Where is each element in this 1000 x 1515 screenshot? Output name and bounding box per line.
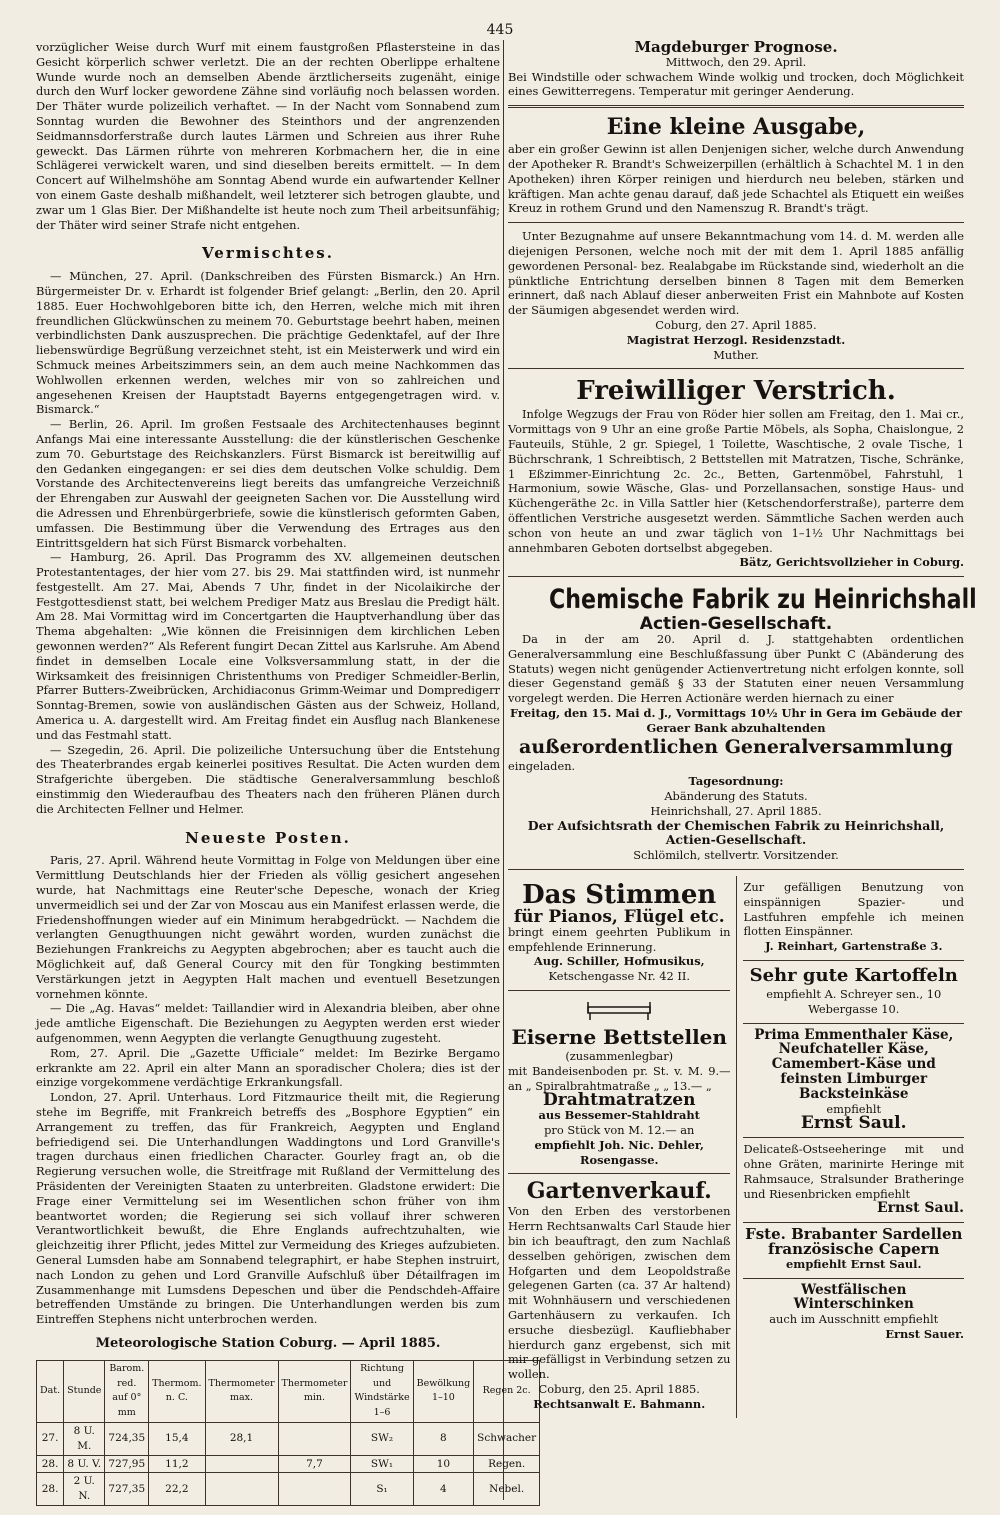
article-paragraph: — München, 27. April. (Dankschreiben des Fürsten Bismarck.) An Hrn. Bürgermeister Dr. v. Erhardt ist folgender Brief gelangt: „Berlin, den 20. April 1885. Euer Hochwohlgeboren bitte ich, den Herren, welche mich mit ihren freundlichen Glückwünschen zu meinem 70. Geburtstage beehrt haben, meinen verbindlichsten Dank auszusprechen. Die prächtige Gedenktafel, auf der Ihre liebenswürdige Begrüßung verzeichnet steht, ist ein Meisterwerk und wird ein Schmuck meines Arbeitszimmers sein, an dem auch meine Nachkommen das Wohlwollen erkennen werden, welches mir von so zahlreichen und angesehenen Kreisen der Hauptstadt Bayerns entgegengetragen wird. v. Bismarck.“ (36, 269, 500, 417)
ad-aufsichtsrat: Der Aufsichtsrath der Chemischen Fabrik zu Heinrichshall, Actien-Gesellschaft. (527, 817, 945, 848)
ad-kaese-line: Prima Emmenthaler Käse, (754, 1026, 954, 1043)
ad-kaese-line: Camembert-Käse und (771, 1056, 936, 1073)
table-row: 27. 8 U. M. 724,35 15,4 28,1 SW₂ 8 Schwacher (37, 1422, 540, 1455)
ad-sub-stimmen: für Pianos, Flügel etc. (513, 907, 725, 928)
table-row: 28. 2 U. N. 727,35 22,2 S₁ 4 Nebel. (37, 1473, 540, 1506)
ad-kaese (743, 1024, 964, 1139)
right-column (508, 38, 977, 1418)
ad-kartoffeln (743, 961, 964, 1024)
news-paragraph: London, 27. April. Unterhaus. Lord Fitzmaurice theilt mit, die Regierung stehe im Begriffe, mit Frankreich betreffs des „Bosphore Egyptien“ ein Arrangement zu treffen, das für Frankreich, Aegypten und England befriedigend sei. Die Unterhandlungen Waddingtons und Lord Granville's tragen durchaus einen friedlichen Character. Gourley fragt an, ob die Regierung versuchen wolle, die Streitfrage mit Rußland der Vermittelung des Präsidenten der Vereinigten Staaten zu unterbreiten. Gladstone erwidert: Die Frage einer Vermittelung sei im Wesentlichen schon früher von ihm beantwortet worden; die Regierung sei sich vollauf ihrer schweren Verantwortlichkeit bewußt, die Ehre Englands aufrechtzuhalten, wie gleichzeitig ihrer Pflicht, jedes Mittel zur Vermeidung des Krieges aufzubieten. General Lumsden habe am Sonnabend telegraphirt, er habe Stephen instruirt, nach London zu gehen und Lord Granville Aufschluß über Détailfragen im Zusammenhange mit Lumsdens Depeschen und über die Pendschdeh-Affaire betreffenden Umstände zu bringen. Die Unterhandlungen werden bis zum Eintreffen Stephens nicht unterbrochen werden. (36, 1090, 500, 1327)
table-row: 28. 8 U. V. 727,95 11,2 7,7 SW₁ 10 Regen. (37, 1455, 540, 1473)
ad-text-garten: Von den Erben des verstorbenen Herrn Rechtsanwalts Carl Staude hier bin ich beauftragt, den zum Nachlaß desselben gehörigen, zwischen dem Hofgarten und dem Leopoldstraße gelegenen Garten (ca. 37 Ar haltend) mit Wohnhäusern und verschiedenen Gartenhäusern zu verkaufen. Ich ersuche diesbezügl. Kaufliebhaber hierdurch ganz ergebenst, sich mit mir gefälligst in Verbindung setzen zu wollen. (508, 1204, 731, 1382)
ad-reinhart (743, 876, 964, 961)
ads-right (736, 876, 964, 1418)
table-header: Barom. red. auf 0° mm (105, 1360, 149, 1422)
divider (508, 869, 964, 870)
ad-name-stimmen: Aug. Schiller, Hofmusikus, (533, 954, 705, 969)
table-header: Thermometer max. (205, 1360, 278, 1422)
prognose-text: Bei Windstille oder schwachem Winde wolkig und trocken, doch Möglichkeit eines Gewitterregens. Temperatur mit geringer Aenderung. (508, 69, 964, 99)
prognose-date: Mittwoch, den 29. April. (665, 54, 807, 69)
ad-name-schinken: Ernst Sauer. (885, 1326, 964, 1341)
divider (508, 222, 964, 223)
table-header: Richtung und Windstärke 1–6 (351, 1360, 413, 1422)
notice-text: Unter Bezugnahme auf unsere Bekanntmachung vom 14. d. M. werden alle diejenigen Personen, welche noch mit der mit dem 1. April 1885 anfällig gewordenen Personal- bez. Realabgabe im Rückstande sind, wiederholt an die pünktliche Entrichtung derselben binnen 8 Tagen mit dem Bemerken erinnert, daß nach Ablauf dieser anberweiten Frist ein Mahnbote auf Kosten der Säumigen abgesendet werden wird. (508, 229, 964, 318)
ad-date-garten: Coburg, den 25. April 1885. (538, 1381, 700, 1396)
ad-sign-garten: Rechtsanwalt E. Bahmann. (533, 1396, 706, 1411)
ad-title-schinken: Westfälischen Winterschinken (793, 1281, 914, 1313)
ad-gartenverkauf (508, 1174, 730, 1417)
ad-place-fabrik: Heinrichshall, 27. April 1885. (650, 803, 822, 818)
article-paragraph: — Szegedin, 26. April. Die polizeiliche Untersuchung über die Entstehung des Theaterbrandes ergab keinerlei positives Resultat. Die Acten wurden dem Strafgerichte übergeben. Die städtische Generalversammlung beschloß einstimmig den Wiederaufbau des Theaters nach den früheren Plänen durch die Architecten Fellner und Helmer. (36, 742, 500, 816)
table-header: Stunde (64, 1360, 105, 1422)
divider (508, 576, 964, 577)
ad-name-reinhart: J. Reinhart, Gartenstraße 3. (765, 939, 943, 954)
ad-title-bett: Eiserne Bettstellen (511, 1025, 727, 1050)
ad-sardellen (743, 1223, 964, 1278)
classified-ads (508, 876, 964, 1418)
ad-text-schinken: auch im Ausschnitt empfiehlt (769, 1312, 939, 1327)
notice-name: Muther. (713, 347, 759, 362)
table-header: Regen 2c. (474, 1360, 540, 1422)
meteorology-table (36, 1360, 540, 1506)
ad-title-draht: Drahtmatratzen (543, 1090, 696, 1111)
ad-text-fabrik: Da in der am 20. April d. J. stattgehabten ordentlichen Generalversammlung eine Beschlußfassung über Punkt C (Abänderung des Statuts) wegen nicht genügender Actienvertretung nicht erfolgen konnte, soll dieser Gegenstand gemäß § 33 der Statuten einer neuen Versammlung vorgelegt werden. Die Herren Actionäre werden hiernach zu einer (508, 631, 964, 706)
news-paragraph: Paris, 27. April. Während heute Vormittag in Folge von Meldungen über eine Vermittlung Deutschlands hier der Frieden als völlig gesichert angesehen wurde, hat Nachmittags eine Reuter'sche Depesche, wonach der Krieg unvermeidlich sei und der Zar von Moscau aus ein Manifest erlassen werde, die Friedenshoffnungen wieder auf ein Minimum herabgedrückt. — Nachdem die verlangten Genugthuungen nicht gewährt worden, wurden zunächst die Beziehungen Frankreichs zu Aegypten abgebrochen; aber es taucht auch die Möglichkeit auf, daß General Courcy mit den für Tongking bestimmten Verstärkungen jetzt in Aegypten Halt machen und eventuell Besetzungen vornehmen könnte. (36, 853, 500, 1001)
ad-date-fabrik: Freitag, den 15. Mai d. J., Vormittags 10½ Uhr in Gera im Gebäude der Geraer Bank abzuhaltenden (510, 705, 962, 735)
left-column (36, 40, 537, 1506)
ad-tagesordnung: Tagesordnung: (688, 774, 784, 789)
ad-addr-stimmen: Ketschengasse Nr. 42 II. (548, 969, 690, 984)
ad-stimmen (508, 876, 730, 991)
ad-eingeladen: eingeladen. (508, 759, 576, 774)
ad-big-fabrik: außerordentlichen Generalversammlung (519, 736, 953, 759)
column-divider (503, 40, 504, 1500)
prognose-title: Magdeburger Prognose. (634, 38, 838, 56)
news-paragraph: Rom, 27. April. Die „Gazette Ufficiale“ meldet: Im Bezirke Bergamo erkrankte am 22. April ein alter Mann an sporadischer Cholera; dies ist der einzige vorgekommene verdächtige Erkrankungsfall. (36, 1045, 500, 1090)
news-paragraph: — Die „Ag. Havas“ meldet: Taillandier wird in Alexandria bleiben, aber ohne jede amtliche Eigenschaft. Die Beziehungen zu Aegypten werden erst wieder aufgenommen, wenn Aegypten die verlangte Genugthuung zugesteht. (36, 1001, 500, 1045)
ad-text-draht: pro Stück von M. 12.— an (544, 1123, 695, 1138)
ad-schinken (743, 1279, 964, 1348)
ad-kaese-line: feinsten Limburger Backsteinkäse (780, 1071, 928, 1102)
ad-sard-line: Fste. Brabanter Sardellen (745, 1225, 963, 1244)
page-number: 445 (486, 22, 514, 38)
ad-sign-kartoffeln: empfiehlt A. Schreyer sen., 10 Webergasse 10. (766, 987, 942, 1016)
ad-title-fabrik: Chemische Fabrik zu Heinrichshall (549, 584, 977, 616)
divider (508, 105, 964, 108)
bed-icon (584, 999, 654, 1021)
ad-sign-draht: empfiehlt Joh. Nic. Dehler, Rosengasse. (534, 1137, 705, 1167)
divider (508, 368, 964, 369)
ad-kaese-name: Ernst Saul. (800, 1113, 907, 1134)
ad-signature-verstrich: Bätz, Gerichtsvollzieher in Coburg. (739, 555, 964, 570)
ad-sard-sign: empfiehlt Ernst Saul. (786, 1256, 922, 1271)
table-header: Thermom. n. C. (149, 1360, 205, 1422)
article-paragraph: — Berlin, 26. April. Im großen Festsaale des Architectenhauses beginnt Anfangs Mai eine interessante Ausstellung: die der künstlerischen Geschenke zum 70. Geburtstage des Reichskanzlers. Fürst Bismarck ist bereitwillig auf den Gedanken eingegangen: er sei dies dem deutschen Volke schuldig. Dem Vorstande des Architectenvereins liegt bereits das umfangreiche Verzeichniß der Ehrengaben zur Auswahl der geeigneten Sachen vor. Die Ausstellung wird die Adressen und Ehrenbürgerbriefe, sowie die künstlerisch geformten Gaben, umfassen. Die Bestimmung über die Verwendung des Ertrages aus den Eintrittsgeldern hat sich Fürst Bismarck vorbehalten. (36, 417, 500, 550)
ad-kaese-emp: empfiehlt (826, 1101, 882, 1116)
ad-delicatess (743, 1138, 964, 1223)
ad-sub-draht: aus Bessemer-Stahldraht (538, 1108, 700, 1123)
section-title-vermischtes: Vermischtes. (202, 244, 334, 263)
section-title-posten: Neueste Posten. (185, 828, 351, 847)
article-paragraph: — Hamburg, 26. April. Das Programm des XV. allgemeinen deutschen Protestantentages, der hier vom 27. bis 29. Mai stattfinden wird, ist nunmehr festgestellt. Am 27. Mai, Abends 7 Uhr, findet in der Nicolaikirche der Festgottesdienst statt, bei welchem Prediger Matz aus Breslau die Predigt hält. Am 28. Mai Vormittag wird im Concertgarten die Hauptverhandlung über das Thema abgehalten: „Wie können die Freisinnigen dem kirchlichen Leben gewonnen werden?“ Als Referent fungirt Decan Zittel aus Karlsruhe. Am Abend findet in demselben Locale eine Volksversammlung statt, in der die Wirksamkeit des freisinnigen Christenthums von Prediger Schmeidler-Berlin, Pfarrer Butters-Zweibrücken, Archidiaconus Grimm-Weimar und Dompredigerr Sonntag-Bremen, sowie von ausländischen Gästen aus der Schweiz, Holland, America u. A. dargestellt wird. Am Freitag findet ein Ausflug nach Blankenese und das Festmahl statt. (36, 550, 500, 742)
ad-text-reinhart: Zur gefälligen Benutzung von einspännigen Spazier- und Lastfuhren empfehle ich meinen flotten Einspänner. (743, 880, 964, 939)
ad-text-deli: Delicateß-Ostseeheringe mit und ohne Gräten, marinirte Heringe mit Rahmsauce, Stralsunder Bratheringe und Riesenbricken empfiehlt (743, 1142, 964, 1201)
ad-title-stimmen: Das Stimmen (522, 880, 717, 911)
ad-text-stimmen: bringt einem geehrten Publikum in empfehlende Erinnerung. (508, 924, 731, 954)
ad-bettstellen (508, 991, 730, 1174)
table-header: Thermometer min. (278, 1360, 351, 1422)
ads-left (508, 876, 730, 1418)
table-header: Bewölkung 1–10 (413, 1360, 474, 1422)
ad-text-bett: mit Bandeisenboden pr. St. v. M. 9.— an „ Spiralbrahtmatraße „ „ 13.— „ (508, 1063, 731, 1093)
ad-signature-fabrik: Schlömilch, stellvertr. Vorsitzender. (633, 848, 839, 863)
ad-text-ausgabe: aber ein großer Gewinn ist allen Denjenigen sicher, welche durch Anwendung der Apotheker R. Brandt's Schweizerpillen (erhältlich à Schachtel M. 1 in den Apotheken) ihren Körper reinigen und hierdurch neu beleben, stärken und kräftigen. Man achte genau darauf, daß jede Schachtel als Etiquett ein weißes Kreuz in rothem Grund und den Namenszug R. Brandt's trägt. (508, 142, 964, 216)
table-header: Dat. (37, 1360, 64, 1422)
notice-signature: Magistrat Herzogl. Residenzstadt. (626, 332, 846, 347)
ad-title-garten: Gartenverkauf. (526, 1178, 712, 1205)
notice-date: Coburg, den 27. April 1885. (655, 317, 817, 332)
ad-title-kartoffeln: Sehr gute Kartoffeln (749, 965, 958, 987)
ad-abaenderung: Abänderung des Statuts. (664, 789, 808, 804)
ad-subtitle-fabrik: Actien-Gesellschaft. (639, 614, 833, 635)
ad-sub-bett: (zusammenlegbar) (565, 1049, 674, 1064)
ad-sard-line: französische Capern (768, 1240, 940, 1258)
ad-name-deli: Ernst Saul. (876, 1200, 964, 1217)
ad-kaese-line: Neufchateller Käse, (778, 1041, 929, 1058)
local-news-paragraph: vorzüglicher Weise durch Wurf mit einem faustgroßen Pflastersteine in das Gesicht körperlich schwer verletzt. Die an der rechten Oberlippe erhaltene Wunde wurde noch an demselben Abende ärztlicherseits zugenäht, einige durch den Wurf locker gewordene Zähne sind vorläufig noch belassen worden. Der Thäter wurde polizeilich verhaftet. — In der Nacht vom Sonnabend zum Sonntag wurden die Bewohner des Steinthors und der angrenzenden Seidmannsdorferstraße durch lautes Lärmen und Schreien aus ihrer Ruhe geweckt. Das Lärmen rührte von mehreren Korbmachern her, die in eine Schlägerei verwickelt waren, und sind dieselben bereits ermittelt. — In dem Concert auf Wilhelmshöhe am Sonntag Abend wurde ein aufwartender Kellner von einem Gaste deshalb mißhandelt, weil letzterer sich betrogen glaubte, und zwar um 1 Glas Bier. Der Mißhandelte ist heute noch zum Theil arbeitsunfähig; der Thäter wird seiner Strafe nicht entgehen. (36, 40, 500, 232)
ad-title-verstrich: Freiwilliger Verstrich. (576, 376, 896, 407)
ad-title-ausgabe: Eine kleine Ausgabe, (606, 114, 866, 141)
ad-text-verstrich: Infolge Wegzugs der Frau von Röder hier sollen am Freitag, den 1. Mai cr., Vormittags von 9 Uhr an eine große Partie Möbels, als Sopha, Chaislongue, 2 Fauteuils, Stühle, 2 gr. Spiegel, 1 Toilette, Waschtische, 2 ovale Tische, 1 Büchrschrank, 1 Schreibtisch, 2 Bettstellen mit Matratzen, Tische, Schränke, 1 Eßzimmer-Einrichtung 2c. 2c., Betten, Gartenmöbel, Fahrstuhl, 1 Harmonium, sowie Wäsche, Glas- und Porzellansachen, sonstige Haus- und Küchengeräthe 2c. in Villa Sattler hier (Ketschendorferstraße), parterre dem öffentlichen Verstriche ausgesetzt werden. Sämmtliche Sachen werden auch schon von heute an und zwar täglich von 1–1½ Uhr Nachmittags bei annehmbaren Geboten dortselbst abgegeben. (508, 407, 964, 555)
meteorology-title: Meteorologische Station Coburg. — April 1885. (95, 1335, 441, 1351)
